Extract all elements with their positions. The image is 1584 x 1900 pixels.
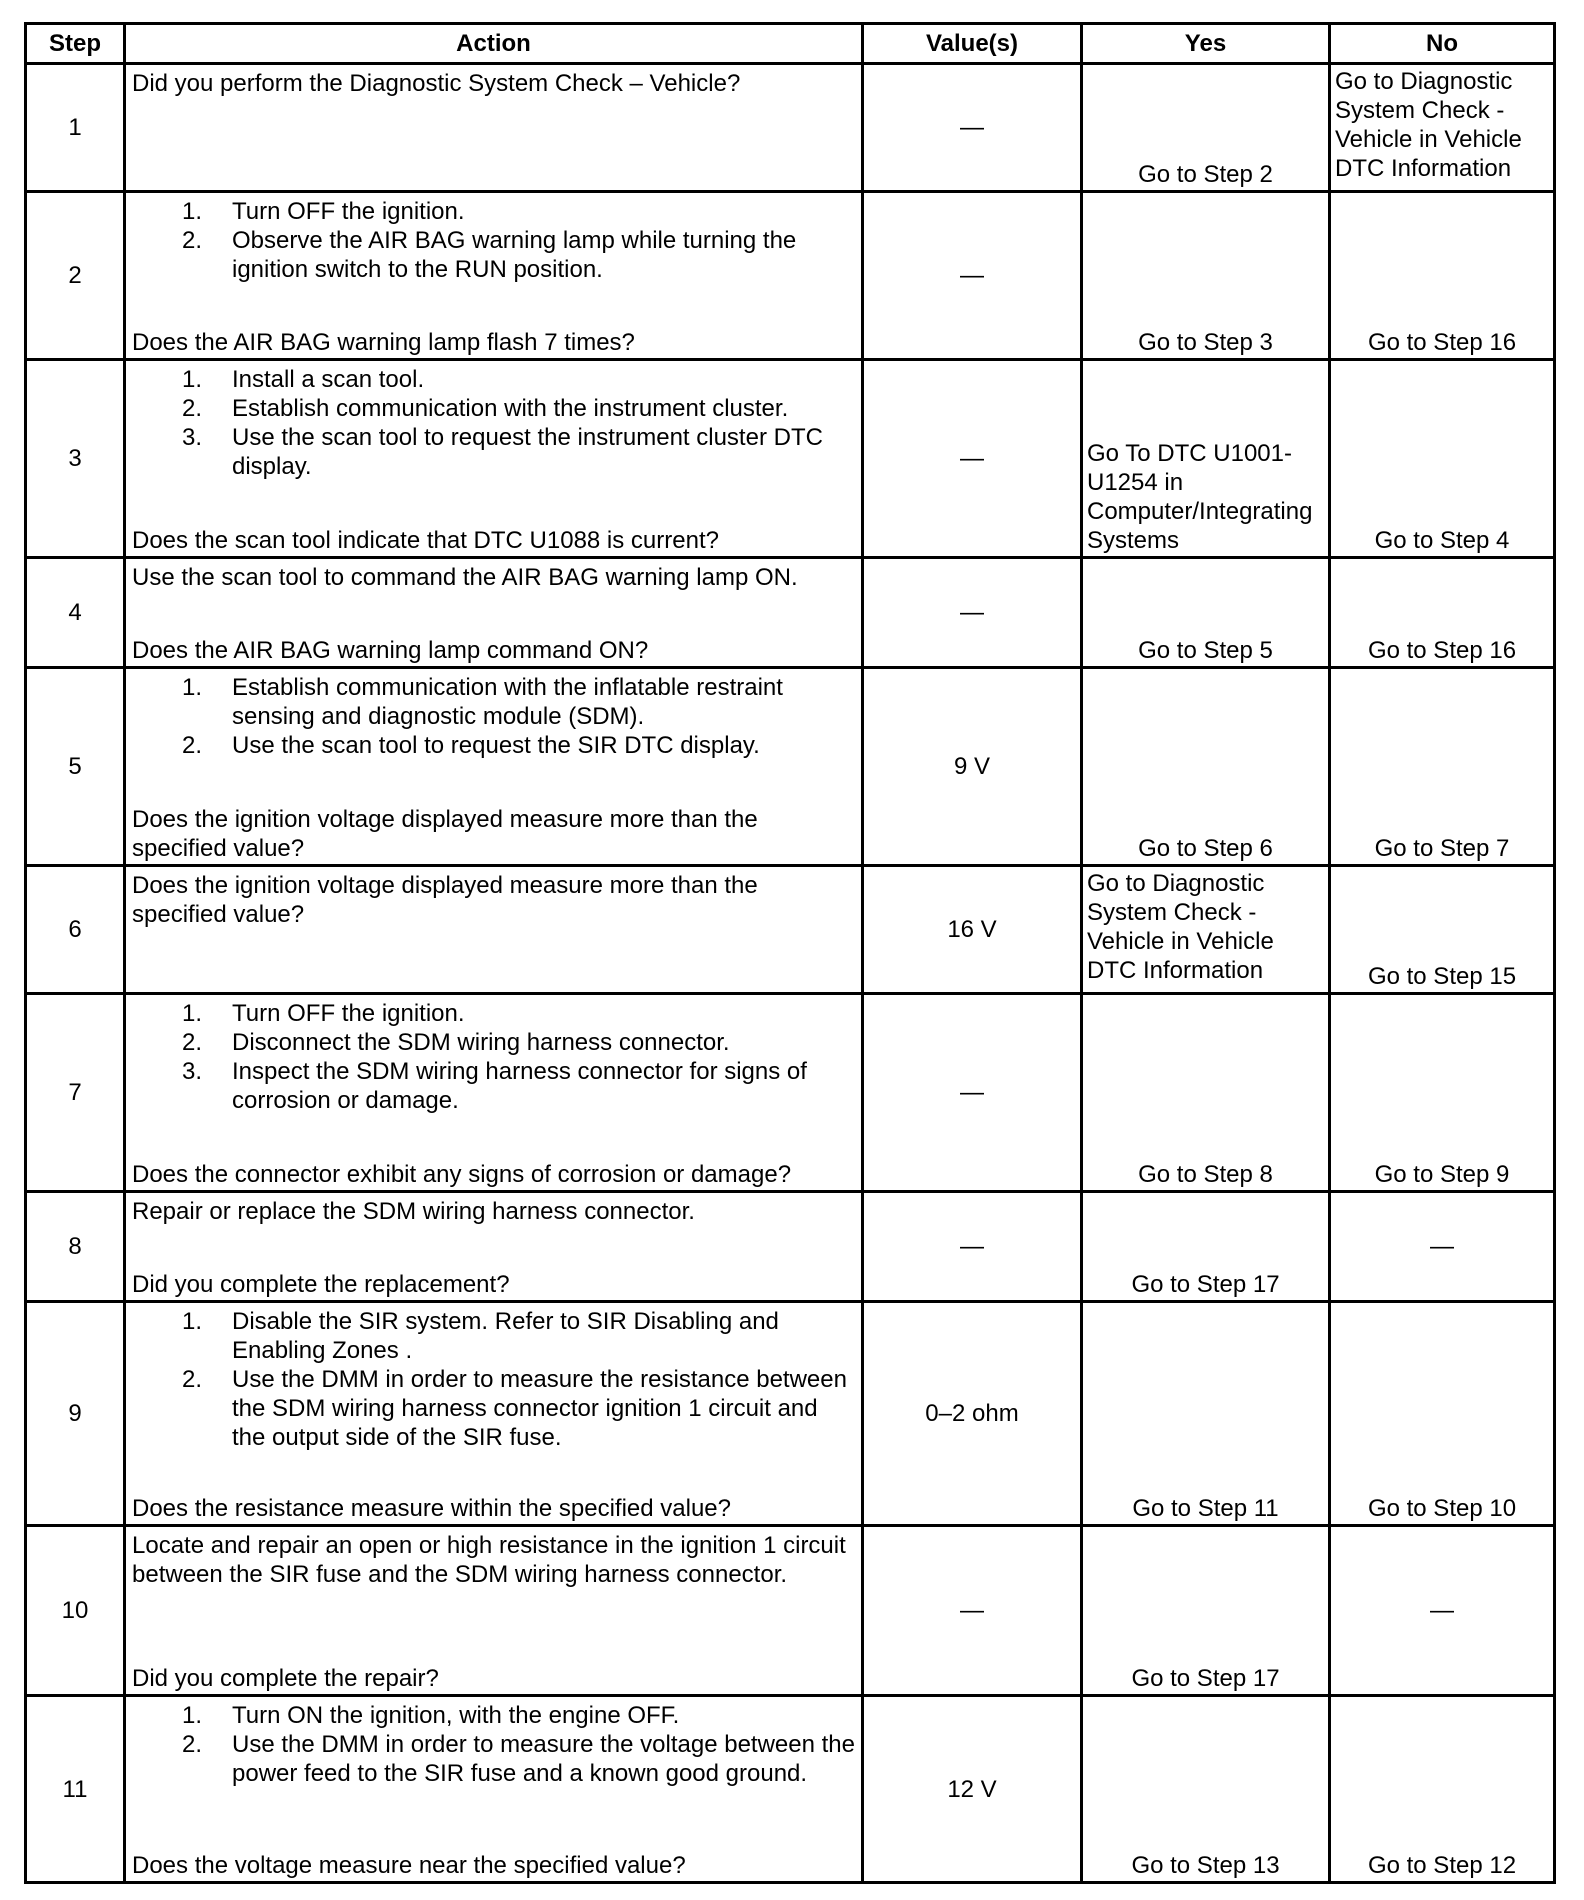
action-cell — [126, 1697, 864, 1881]
yes-text: Go to Step 6 — [1138, 835, 1273, 862]
action-question: Does the AIR BAG warning lamp command ON? — [132, 637, 649, 664]
yes-text: Go to Step 13 — [1131, 1852, 1280, 1879]
header-no: No — [1331, 25, 1553, 65]
no-text: Go to Step 15 — [1367, 963, 1517, 990]
yes-cell — [1083, 1697, 1331, 1881]
list-item: 2. Use the DMM in order to measure the voltage between the power feed to the SIR fuse and a known good ground. — [182, 1731, 855, 1787]
no-cell — [1331, 867, 1553, 995]
no-cell — [1331, 65, 1553, 193]
yes-cell — [1083, 1527, 1331, 1697]
step-number: 5 — [27, 669, 126, 867]
action-cell — [126, 1303, 864, 1527]
yes-cell — [1083, 867, 1331, 995]
action-question: Does the scan tool indicate that DTC U1088 is current? — [132, 527, 719, 554]
step-number: 9 — [27, 1303, 126, 1527]
yes-cell — [1083, 1193, 1331, 1303]
action-text: Locate and repair an open or high resistance in the ignition 1 circuit between the SIR fuse and the SDM wiring harness connector. — [132, 1532, 846, 1588]
yes-cell — [1083, 559, 1331, 669]
yes-text: Go To DTC U1001-U1254 in Computer/Integrating Systems — [1087, 440, 1313, 554]
step-number: 4 — [27, 559, 126, 669]
no-text: Go to Step 4 — [1374, 527, 1510, 554]
action-question: Did you complete the replacement? — [132, 1271, 510, 1298]
action-cell — [126, 361, 864, 559]
yes-text: Go to Step 5 — [1138, 637, 1273, 664]
no-cell — [1331, 995, 1553, 1193]
list-item: 1. Disable the SIR system. Refer to SIR Disabling and Enabling Zones . — [182, 1308, 779, 1364]
yes-cell — [1083, 361, 1331, 559]
no-text: Go to Step 16 — [1367, 329, 1517, 356]
yes-cell — [1083, 995, 1331, 1193]
no-cell — [1331, 1527, 1553, 1697]
step-number: 3 — [27, 361, 126, 559]
list-item: 2. Observe the AIR BAG warning lamp while turning the ignition switch to the RUN position. — [182, 227, 797, 283]
list-item: 3. Inspect the SDM wiring harness connector for signs of corrosion or damage. — [182, 1058, 807, 1114]
list-item: 1. Turn ON the ignition, with the engine OFF. — [182, 1702, 680, 1729]
no-text: Go to Step 16 — [1367, 637, 1517, 664]
action-cell — [126, 1527, 864, 1697]
no-text: Go to Step 7 — [1374, 835, 1510, 862]
value-cell: — — [864, 193, 1083, 361]
action-list — [182, 999, 855, 1115]
no-text: — — [1430, 1233, 1454, 1260]
value-cell: — — [864, 559, 1083, 669]
yes-text: Go to Step 17 — [1131, 1271, 1280, 1298]
action-question: Does the resistance measure within the specified value? — [132, 1495, 731, 1522]
yes-cell — [1083, 193, 1331, 361]
no-cell — [1331, 1193, 1553, 1303]
value-cell: — — [864, 65, 1083, 193]
no-cell — [1331, 559, 1553, 669]
action-question: Did you complete the repair? — [132, 1665, 439, 1692]
yes-text: Go to Step 8 — [1138, 1161, 1273, 1188]
header-step: Step — [27, 25, 126, 65]
yes-cell — [1083, 1303, 1331, 1527]
step-number: 6 — [27, 867, 126, 995]
header-action: Action — [126, 25, 864, 65]
value-cell: — — [864, 361, 1083, 559]
list-item: 1. Establish communication with the inflatable restraint sensing and diagnostic module (SDM). — [182, 674, 783, 730]
step-number: 7 — [27, 995, 126, 1193]
list-item: 3. Use the scan tool to request the instrument cluster DTC display. — [182, 424, 823, 480]
action-cell — [126, 193, 864, 361]
action-list — [182, 1307, 855, 1452]
step-number: 8 — [27, 1193, 126, 1303]
action-text: Does the ignition voltage displayed measure more than the specified value? — [132, 872, 758, 928]
list-item: 2. Disconnect the SDM wiring harness connector. — [182, 1029, 730, 1056]
yes-cell — [1083, 669, 1331, 867]
no-cell — [1331, 669, 1553, 867]
action-list — [182, 673, 855, 760]
value-cell: 12 V — [864, 1697, 1083, 1881]
action-question: Does the connector exhibit any signs of corrosion or damage? — [132, 1161, 792, 1188]
no-cell — [1331, 1303, 1553, 1527]
header-yes: Yes — [1083, 25, 1331, 65]
no-text: — — [1430, 1597, 1454, 1624]
step-number: 10 — [27, 1527, 126, 1697]
action-cell — [126, 867, 864, 995]
no-text: Go to Step 9 — [1374, 1161, 1510, 1188]
value-cell: — — [864, 995, 1083, 1193]
value-cell: — — [864, 1193, 1083, 1303]
list-item: 1. Install a scan tool. — [182, 366, 425, 393]
list-item: 1. Turn OFF the ignition. — [182, 198, 465, 225]
action-list — [182, 197, 855, 284]
yes-text: Go to Step 11 — [1132, 1495, 1279, 1522]
action-question: Does the AIR BAG warning lamp flash 7 times? — [132, 329, 635, 356]
list-item: 1. Turn OFF the ignition. — [182, 1000, 465, 1027]
step-number: 1 — [27, 65, 126, 193]
action-question: Does the ignition voltage displayed measure more than the specified value? — [132, 806, 758, 862]
no-text: Go to Step 12 — [1367, 1852, 1517, 1879]
value-cell: — — [864, 1527, 1083, 1697]
value-cell: 9 V — [864, 669, 1083, 867]
action-list — [182, 1701, 855, 1788]
step-number: 11 — [27, 1697, 126, 1881]
action-cell — [126, 995, 864, 1193]
yes-text: Go to Step 17 — [1131, 1665, 1280, 1692]
no-cell — [1331, 193, 1553, 361]
step-number: 2 — [27, 193, 126, 361]
yes-text: Go to Step 2 — [1138, 161, 1273, 188]
action-cell — [126, 669, 864, 867]
header-values: Value(s) — [864, 25, 1083, 65]
yes-text: Go to Step 3 — [1138, 329, 1273, 356]
list-item: 2. Use the scan tool to request the SIR DTC display. — [182, 732, 760, 759]
diagnostic-table — [24, 22, 1556, 1884]
action-text: Did you perform the Diagnostic System Check – Vehicle? — [132, 70, 741, 97]
no-text: Go to Diagnostic System Check - Vehicle in Vehicle DTC Information — [1335, 68, 1522, 182]
action-cell — [126, 65, 864, 193]
list-item: 2. Establish communication with the instrument cluster. — [182, 395, 789, 422]
action-cell — [126, 559, 864, 669]
action-text: Repair or replace the SDM wiring harness connector. — [132, 1198, 695, 1225]
action-text: Use the scan tool to command the AIR BAG warning lamp ON. — [132, 564, 798, 591]
action-question: Does the voltage measure near the specified value? — [132, 1852, 686, 1879]
list-item: 2. Use the DMM in order to measure the resistance between the SDM wiring harness connector ignition 1 circuit and the output side of the SIR fuse. — [182, 1366, 847, 1451]
no-cell — [1331, 1697, 1553, 1881]
action-cell — [126, 1193, 864, 1303]
no-text: Go to Step 10 — [1367, 1495, 1517, 1522]
value-cell: 0–2 ohm — [864, 1303, 1083, 1527]
yes-text: Go to Diagnostic System Check - Vehicle in Vehicle DTC Information — [1087, 870, 1274, 984]
yes-cell — [1083, 65, 1331, 193]
action-list — [182, 365, 855, 481]
no-cell — [1331, 361, 1553, 559]
value-cell: 16 V — [864, 867, 1083, 995]
